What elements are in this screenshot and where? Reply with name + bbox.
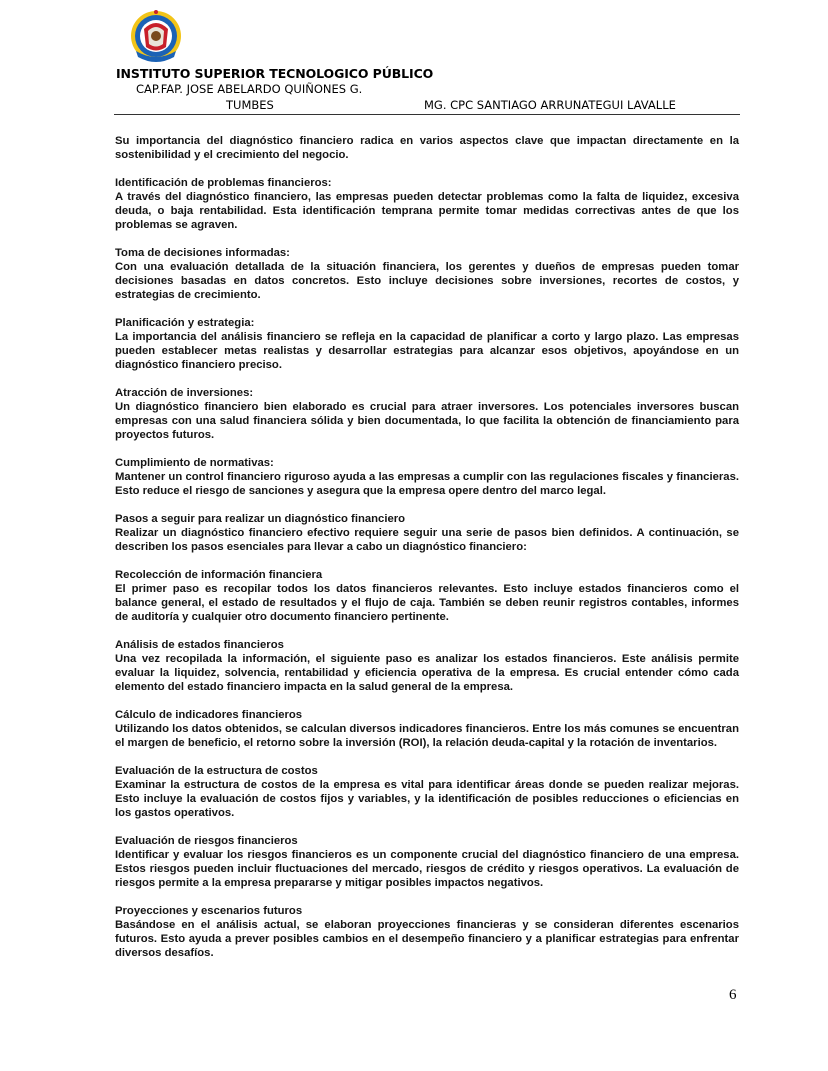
section-estructura-costos [115, 764, 739, 820]
section-title: Proyecciones y escenarios futuros [115, 905, 303, 917]
section-body: Utilizando los datos obtenidos, se calculan diversos indicadores financieros. Entre los más comunes se encuentran el margen de beneficio, el retorno sobre la inversión (ROI), la relación deuda-capital y la rotación de inventarios. [115, 723, 739, 749]
section-body: Con una evaluación detallada de la situación financiera, los gerentes y dueños de empresas pueden tomar decisiones basadas en datos concretos. Esto incluye decisiones sobre inversiones, recortes de costos, y estrategias de crecimiento. [115, 261, 739, 301]
header-divider [114, 114, 740, 115]
author-name: MG. CPC SANTIAGO ARRUNATEGUI LAVALLE [424, 98, 676, 112]
section-recoleccion [115, 568, 739, 624]
section-planificacion [115, 316, 739, 372]
section-title: Evaluación de riesgos financieros [115, 835, 298, 847]
section-title: Cálculo de indicadores financieros [115, 709, 303, 721]
section-body: Una vez recopilada la información, el siguiente paso es analizar los estados financieros. Este análisis permite evaluar la liquidez, solvencia, rentabilidad y eficiencia operativa de la empresa. Es crucial entender cómo cada elemento del estado financiero impacta en la salud general de la empresa. [115, 653, 739, 693]
section-proyecciones [115, 904, 739, 960]
section-title: Recolección de información financiera [115, 569, 323, 581]
section-title: Evaluación de la estructura de costos [115, 765, 318, 777]
section-body: Mantener un control financiero riguroso ayuda a las empresas a cumplir con las regulaciones fiscales y financieras. Esto reduce el riesgo de sanciones y asegura que la empresa opere dentro del marco legal. [115, 471, 739, 497]
section-body: Identificar y evaluar los riesgos financieros es un componente crucial del diagnóstico financiero de una empresa. Estos riesgos pueden incluir fluctuaciones del mercado, riesgos de crédito y riesgos operativos. La evaluación de riesgos permite a la empresa prepararse y mitigar posibles impactos negativos. [115, 849, 739, 889]
document-body [115, 134, 739, 974]
section-body: Realizar un diagnóstico financiero efectivo requiere seguir una serie de pasos bien definidos. A continuación, se describen los pasos esenciales para llevar a cabo un diagnóstico financiero: [115, 527, 739, 553]
section-body: La importancia del análisis financiero se refleja en la capacidad de planificar a corto y largo plazo. Las empresas pueden establecer metas realistas y desarrollar estrategias para alcanzar esos objetivos, apoyándose en un diagnóstico financiero preciso. [115, 331, 739, 371]
institution-crest-icon [130, 7, 182, 65]
section-title: Planificación y estrategia: [115, 317, 255, 329]
section-cumplimiento-normativas [115, 456, 739, 498]
section-body: Examinar la estructura de costos de la empresa es vital para identificar áreas donde se pueden realizar mejoras. Esto incluye la evaluación de costos fijos y variables, y la identificación de posibles reducciones o eficiencias en los gastos operativos. [115, 779, 739, 819]
section-title: Toma de decisiones informadas: [115, 247, 290, 259]
section-indicadores [115, 708, 739, 750]
section-riesgos [115, 834, 739, 890]
institution-city: TUMBES [226, 98, 274, 112]
section-title: Atracción de inversiones: [115, 387, 254, 399]
section-body: Basándose en el análisis actual, se elaboran proyecciones financieras y se consideran diferentes escenarios futuros. Esto ayuda a prever posibles cambios en el desempeño financiero y a planificar estrategias para enfrentar diversos desafíos. [115, 919, 739, 959]
section-pasos [115, 512, 739, 554]
section-body: Un diagnóstico financiero bien elaborado es crucial para atraer inversores. Los potenciales inversores buscan empresas con una salud financiera sólida y bien documentada, lo que facilita la obtención de financiamiento para proyectos futuros. [115, 401, 739, 441]
intro-paragraph: Su importancia del diagnóstico financiero radica en varios aspectos clave que impactan directamente en la sostenibilidad y el crecimiento del negocio. [115, 135, 739, 161]
section-title: Análisis de estados financieros [115, 639, 284, 651]
section-identificacion-problemas [115, 176, 739, 232]
section-title: Pasos a seguir para realizar un diagnóstico financiero [115, 513, 406, 525]
institution-name: INSTITUTO SUPERIOR TECNOLOGICO PÚBLICO [116, 66, 434, 81]
section-title: Identificación de problemas financieros: [115, 177, 332, 189]
section-body: A través del diagnóstico financiero, las empresas pueden detectar problemas como la falta de liquidez, excesiva deuda, o baja rentabilidad. Esta identificación temprana permite tomar medidas correctivas antes de que los problemas se agraven. [115, 191, 739, 231]
section-analisis-estados [115, 638, 739, 694]
section-atraccion-inversiones [115, 386, 739, 442]
section-title: Cumplimiento de normativas: [115, 457, 274, 469]
page-number: 6 [729, 987, 737, 1003]
section-body: El primer paso es recopilar todos los datos financieros relevantes. Esto incluye estados financieros como el balance general, el estado de resultados y el flujo de caja. También se deben reunir registros contables, informes de auditoría y cualquier otro documento financiero pertinente. [115, 583, 739, 623]
section-toma-decisiones [115, 246, 739, 302]
institution-subname: CAP.FAP. JOSE ABELARDO QUIÑONES G. [136, 82, 363, 96]
